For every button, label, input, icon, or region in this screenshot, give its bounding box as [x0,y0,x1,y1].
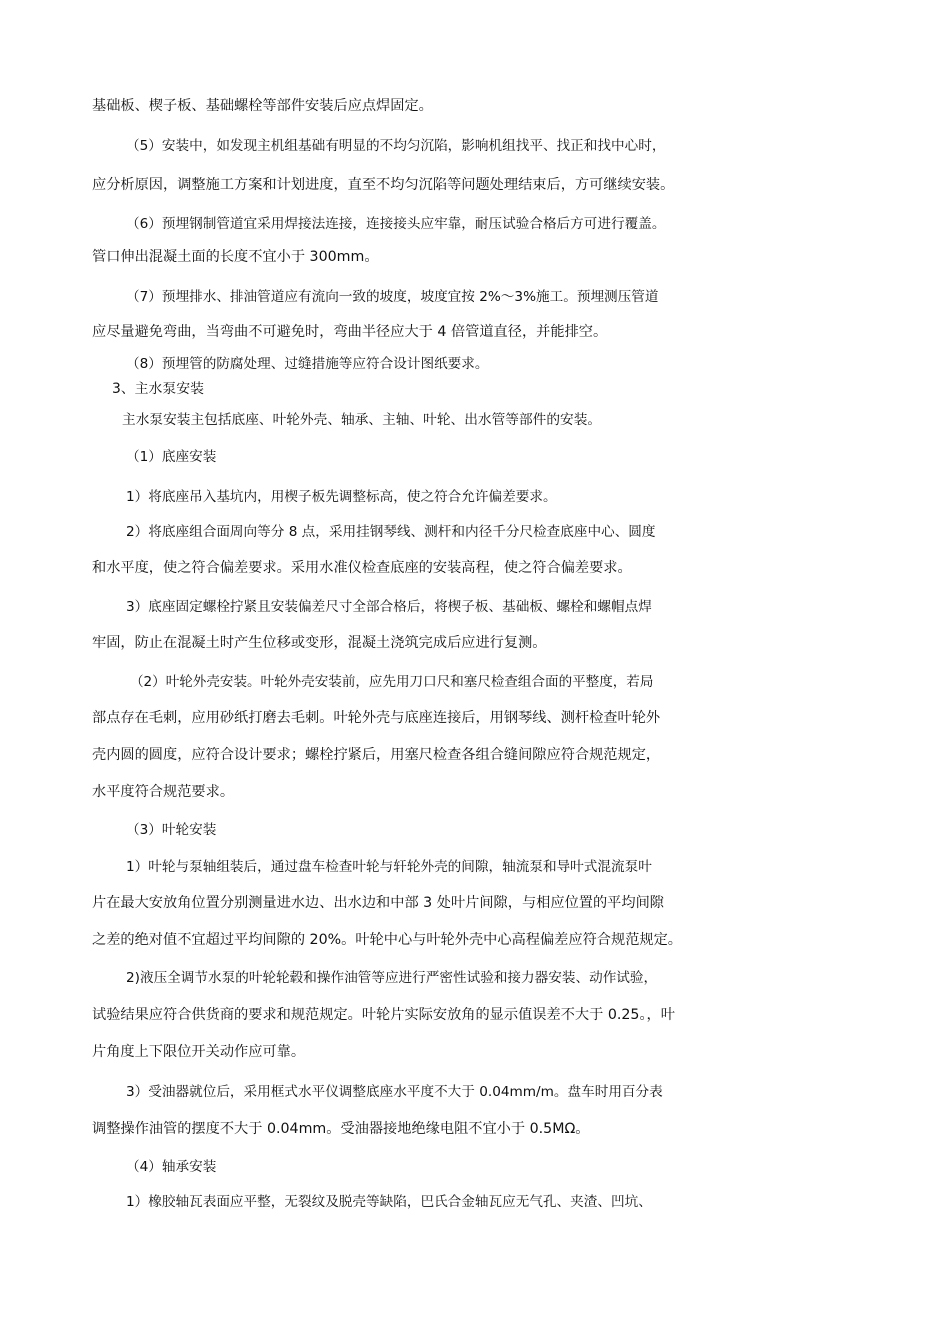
text-line: 2）将底座组合面周向等分 8 点，采用挂钢琴线、测杆和内径千分尺检查底座中心、圆度 [126,524,656,540]
text-line: 水平度符合规范要求。 [92,784,235,800]
text-line: 壳内圆的圆度，应符合设计要求；螺栓拧紧后，用塞尺检查各组合缝间隙应符合规范规定， [92,747,661,763]
section-heading: 3、主水泵安装 [112,381,204,397]
text-line: 应尽量避免弯曲，当弯曲不可避免时，弯曲半径应大于 4 倍管道直径，并能排空。 [92,324,608,340]
text-line: 试验结果应符合供货商的要求和规范规定。叶轮片实际安放角的显示值误差不大于 0.25。，叶 [92,1007,675,1023]
text-line: 部点存在毛刺，应用砂纸打磨去毛刺。叶轮外壳与底座连接后，用钢琴线、测杆检查叶轮外 [92,710,661,726]
text-line: （5）安装中，如发现主机组基础有明显的不均匀沉陷，影响机组找平、找正和找中心时， [126,138,666,154]
subsection-heading: （4）轴承安装 [126,1159,217,1175]
text-line: 调整操作油管的摆度不大于 0.04mm。受油器接地绝缘电阻不宜小于 0.5MΩ。 [92,1121,590,1137]
text-line: 片在最大安放角位置分别测量进水边、出水边和中部 3 处叶片间隙，与相应位置的平均间隙 [92,895,664,911]
text-line: 牢固，防止在混凝土时产生位移或变形，混凝土浇筑完成后应进行复测。 [92,635,547,651]
subsection-heading: （1）底座安装 [126,449,217,465]
text-line: 1）橡胶轴瓦表面应平整，无裂纹及脱壳等缺陷，巴氏合金轴瓦应无气孔、夹渣、凹坑、 [126,1194,652,1210]
text-line: 主水泵安装主包括底座、叶轮外壳、轴承、主轴、叶轮、出水管等部件的安装。 [122,412,602,428]
text-line: 应分析原因，调整施工方案和计划进度，直至不均匀沉陷等问题处理结束后，方可继续安装。 [92,177,675,193]
text-line: 基础板、楔子板、基础螺栓等部件安装后应点焊固定。 [92,98,433,114]
text-line: （6）预埋钢制管道宜采用焊接法连接，连接接头应牢靠，耐压试验合格后方可进行覆盖。 [126,216,666,232]
text-line: 1）叶轮与泵轴组装后，通过盘车检查叶轮与轩轮外壳的间隙，轴流泵和导叶式混流泵叶 [126,859,652,875]
text-line: 3）底座固定螺栓拧紧且安装偏差尺寸全部合格后，将楔子板、基础板、螺栓和螺帽点焊 [126,599,652,615]
text-line: 之差的绝对值不宜超过平均间隙的 20%。叶轮中心与叶轮外壳中心高程偏差应符合规范规定。 [92,932,683,948]
text-line: 片角度上下限位开关动作应可靠。 [92,1044,306,1060]
text-line: 3）受油器就位后，采用框式水平仪调整底座水平度不大于 0.04mm/m。盘车时用百分表 [126,1084,663,1100]
subsection-heading: （3）叶轮安装 [126,822,217,838]
text-line: （7）预埋排水、排油管道应有流向一致的坡度，坡度宜按 2%～3%施工。预埋测压管道 [126,289,659,305]
text-line: 管口伸出混凝土面的长度不宜小于 300mm。 [92,249,379,265]
text-line: （8）预埋管的防腐处理、过缝措施等应符合设计图纸要求。 [126,356,489,372]
text-line: 1）将底座吊入基坑内，用楔子板先调整标高，使之符合允许偏差要求。 [126,489,557,505]
text-line: 2)液压全调节水泵的叶轮轮毂和操作油管等应进行严密性试验和接力器安装、动作试验， [126,970,658,986]
text-line: 和水平度，使之符合偏差要求。采用水准仪检查底座的安装高程，使之符合偏差要求。 [92,560,632,576]
text-line: （2）叶轮外壳安装。叶轮外壳安装前，应先用刀口尺和塞尺检查组合面的平整度，若局 [130,674,654,690]
